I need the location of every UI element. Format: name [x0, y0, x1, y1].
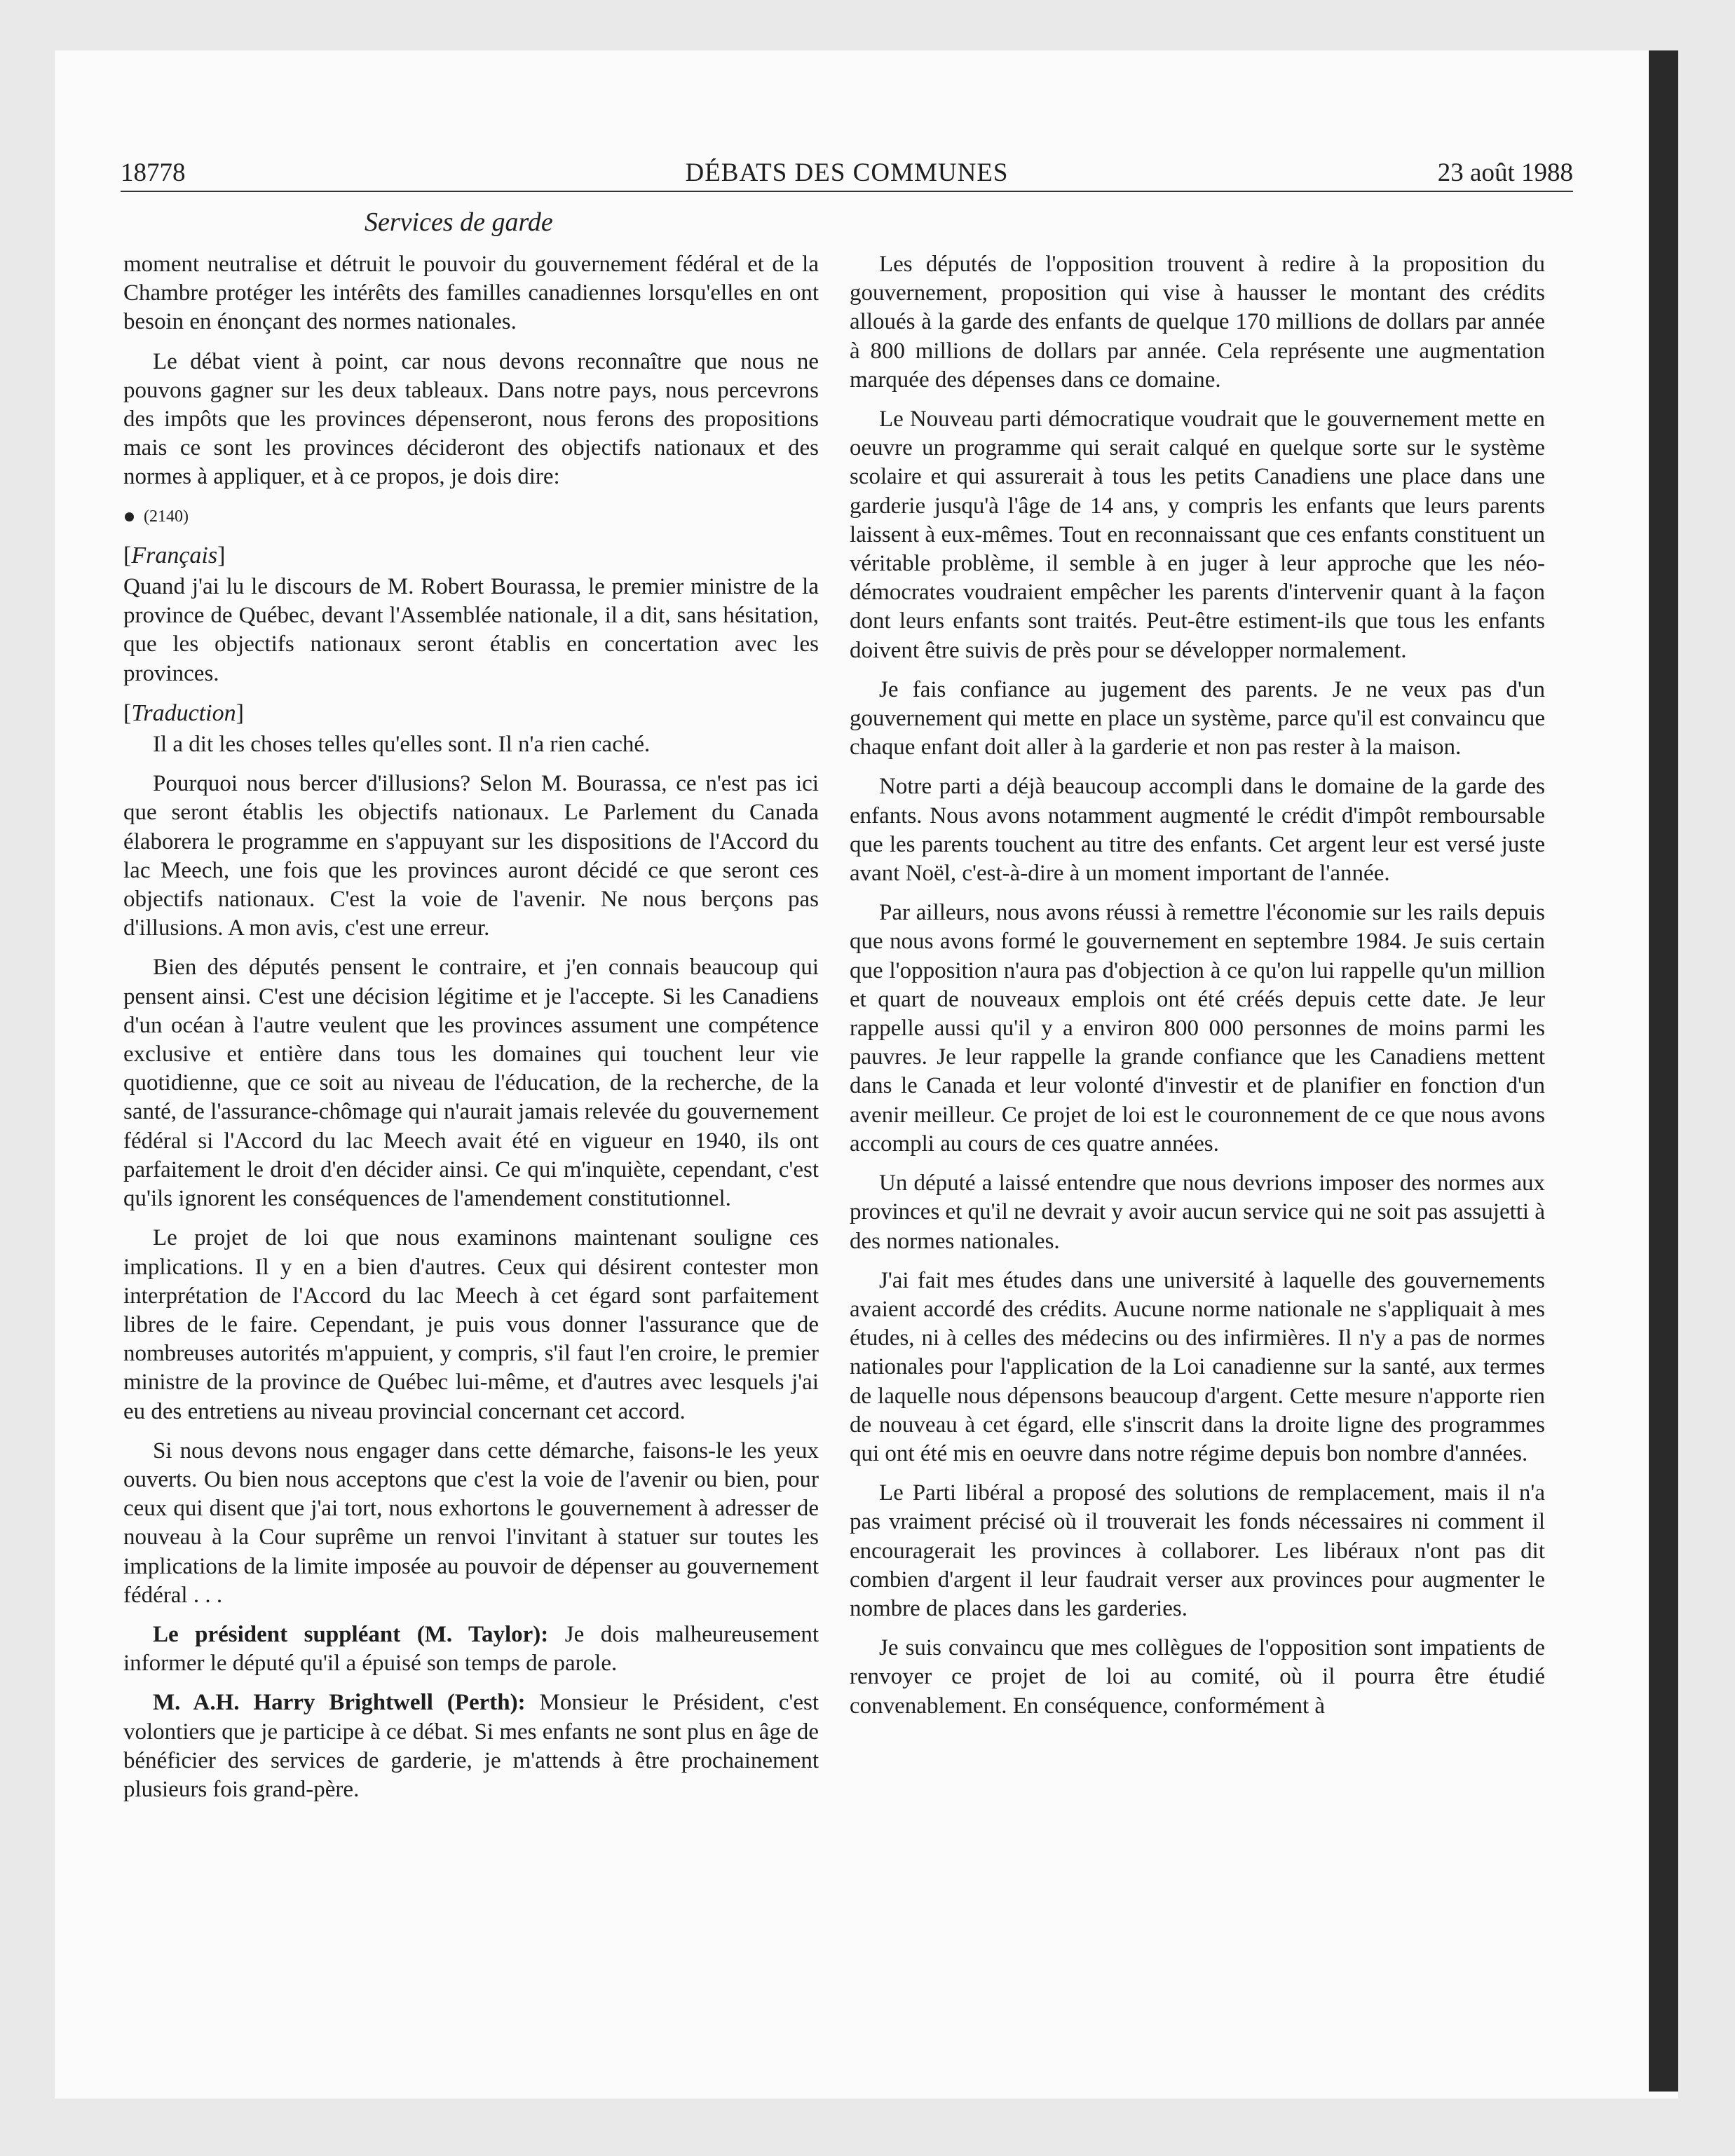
- speech-paragraph: [123, 1621, 819, 1678]
- page-header: [121, 156, 1573, 192]
- speaker-name: M. A.H. Harry Brightwell (Perth):: [153, 1690, 526, 1716]
- running-head: Services de garde: [365, 207, 553, 237]
- bullet-icon: [125, 512, 134, 521]
- speech-paragraph: [123, 1688, 819, 1804]
- speech-text: Je dois malheureusement informer le député qu'il a épuisé son temps de parole.: [123, 1621, 819, 1677]
- paragraph: Notre parti a déjà beaucoup accompli dans le domaine de la garde des enfants. Nous avons notamment augmenté le crédit d'impôt remboursable que les parents touchent au titre des enfants. Cet argent leur est versé juste avant Noël, c'est-à-dire à un moment important de l'année.: [850, 774, 1545, 887]
- paragraph: Pourquoi nous bercer d'illusions? Selon M. Bourassa, ce n'est pas ici que seront établis les objectifs nationaux. Le Parlement du Canada élaborera le programme en s'appuyant sur les dispositions de l'Accord du lac Meech, une fois que les provinces auront décidé ce que seront ces objectifs nationaux. C'est la voie de l'avenir. Ne nous berçons pas d'illusions. A mon avis, c'est une erreur.: [123, 771, 819, 941]
- paragraph: Je fais confiance au jugement des parents. Je ne veux pas d'un gouvernement qui mette en place un système, parce qu'il est convaincu que chaque enfant doit aller à la garderie et non pas rester à la maison.: [850, 676, 1545, 760]
- publication-date: 23 août 1988: [1437, 158, 1573, 187]
- paragraph: Le débat vient à point, car nous devons reconnaître que nous ne pouvons gagner sur les deux tableaux. Dans notre pays, nous percevrons des impôts que les provinces dépenseront, nous ferons des propositions mais ce sont les provinces décideront des objectifs nationaux et des normes à appliquer, et à ce propos, je dois dire:: [123, 348, 819, 490]
- paragraph: Le Nouveau parti démocratique voudrait que le gouvernement mette en oeuvre un programme qui serait calqué en quelque sorte sur le système scolaire et qui assurerait à tous les petits Canadiens une place dans une garderie jusqu'à l'âge de 14 ans, y compris les enfants que leurs parents laissent à eux-mêmes. Tout en reconnaissant que ces enfants constituent un véritable problème, il semble à en juger à leur approche que les néo-démocrates voudraient empêcher les parents d'intervenir quant à la façon dont leurs enfants sont traités. Peut-être estiment-ils que tous les enfants doivent être suivis de près pour se développer normalement.: [850, 407, 1545, 663]
- paragraph: Un député a laissé entendre que nous devrions imposer des normes aux provinces et qu'il ne devrait y avoir aucun service qui ne soit pas assujetti à des normes nationales.: [850, 1171, 1545, 1254]
- paragraph: J'ai fait mes études dans une université à laquelle des gouvernements avaient accordé des crédits. Aucune norme nationale ne s'appliquait à mes études, ni à celles des médecins ou des infirmières. Il n'y a pas de normes nationales pour l'application de la Loi canadienne sur la santé, aux termes de laquelle nous dépensons beaucoup d'argent. Cette mesure n'apporte rien de nouveau à cet égard, elle s'inscrit dans la droite ligne des programmes qui ont été mis en oeuvre dans notre régime depuis bon nombre d'années.: [850, 1267, 1545, 1466]
- paragraph: Si nous devons nous engager dans cette démarche, faisons-le les yeux ouverts. Ou bien nous acceptons que c'est la voie de l'avenir ou bien, pour ceux qui disent que j'ai tort, nous exhortons le gouvernement à adresser de nouveau à la Cour suprême un renvoi l'invitant à statuer sur toutes les implications de la limite imposée au pouvoir de dépenser au gouvernement fédéral . . .: [123, 1438, 819, 1608]
- paragraph: Le projet de loi que nous examinons maintenant souligne ces implications. Il y en a bien d'autres. Ceux qui désirent contester mon interprétation de l'Accord du lac Meech à cet égard sont parfaitement libres de le faire. Cependant, je puis vous donner l'assurance que de nombreuses autorités m'appuient, y compris, s'il faut l'en croire, le premier ministre de la province de Québec lui-même, et d'autres avec lesquels j'ai eu des entretiens au niveau provincial concernant cet accord.: [123, 1225, 819, 1424]
- paragraph: Le Parti libéral a proposé des solutions de remplacement, mais il n'a pas vraiment précisé où il trouverait les fonds nécessaires ni comment il encouragerait les provinces à collaborer. Les libéraux n'ont pas dit combien d'argent il leur faudrait verser aux provinces pour augmenter le nombre de places dans les garderies.: [850, 1480, 1545, 1621]
- paragraph: Quand j'ai lu le discours de M. Robert Bourassa, le premier ministre de la province de Québec, devant l'Assemblée nationale, il a dit, sans hésitation, que les objectifs nationaux seront établis en concertation avec les provinces.: [123, 574, 819, 686]
- paragraph: Les députés de l'opposition trouvent à redire à la proposition du gouvernement, proposition qui vise à hausser le montant des crédits alloués à la garde des enfants de quelque 170 millions de dollars par année à 800 millions de dollars par année. Cela représente une augmentation marquée des dépenses dans ce domaine.: [850, 252, 1545, 393]
- language-tag-text: Traduction: [131, 700, 236, 726]
- right-column: [850, 250, 1545, 1731]
- paragraph: Par ailleurs, nous avons réussi à remettre l'économie sur les rails depuis que nous avons formé le gouvernement en septembre 1984. Je suis certain que l'opposition n'aura pas d'objection à ce qu'on lui rappelle qu'un million et quart de nouveaux emplois ont été créés depuis cette date. Je leur rappelle aussi qu'il y a environ 800 000 personnes de moins parmi les pauvres. Je leur rappelle la grande confiance que les Canadiens mettent dans le Canada et leur volonté d'investir et de planifier en fonction d'un avenir meilleur. Ce projet de loi est le couronnement de ce que nous avons accompli au cours de ces quatre années.: [850, 900, 1545, 1157]
- scan-edge: [1649, 50, 1678, 2092]
- publication-title: DÉBATS DES COMMUNES: [685, 158, 1009, 187]
- language-tag: [Français]: [123, 542, 226, 568]
- paragraph: moment neutralise et détruit le pouvoir du gouvernement fédéral et de la Chambre protéger les intérêts des familles canadiennes lorsqu'elles en ont besoin en énonçant des normes nationales.: [123, 252, 819, 335]
- language-tag: [Traduction]: [123, 700, 244, 726]
- paragraph: Bien des députés pensent le contraire, et j'en connais beaucoup qui pensent ainsi. C'est une décision légitime et je l'accepte. Si les Canadiens d'un océan à l'autre veulent que les provinces assument une compétence exclusive et entière dans tous les domaines qui touchent leur vie quotidienne, que ce soit au niveau de l'éducation, de la recherche, de la santé, de l'assurance-chômage qui n'aurait jamais relevée du gouvernement fédéral si l'Accord du lac Meech avait été en vigueur en 1940, ils ont parfaitement le droit d'en décider ainsi. Ce qui m'inquiète, cependant, c'est qu'ils ignorent les conséquences de l'amendement constitutionnel.: [123, 955, 819, 1212]
- paragraph: Il a dit les choses telles qu'elles sont. Il n'a rien caché.: [153, 732, 651, 758]
- language-tag-text: Français: [131, 542, 218, 568]
- page-number: 18778: [121, 158, 186, 187]
- paragraph: Je suis convaincu que mes collègues de l'opposition sont impatients de renvoyer ce projet de loi au comité, où il pourra être étudié convenablement. En conséquence, conformément à: [850, 1635, 1545, 1719]
- time-marker-text: (2140): [144, 507, 189, 526]
- left-column: [123, 250, 819, 1815]
- speech-text: Monsieur le Président, c'est volontiers que je participe à ce débat. Si mes enfants ne sont plus en âge de bénéficier des services de garderie, je m'attends à être prochainement plusieurs fois grand-père.: [123, 1690, 819, 1802]
- speaker-name: Le président suppléant (M. Taylor):: [153, 1621, 549, 1647]
- time-marker: [123, 503, 819, 531]
